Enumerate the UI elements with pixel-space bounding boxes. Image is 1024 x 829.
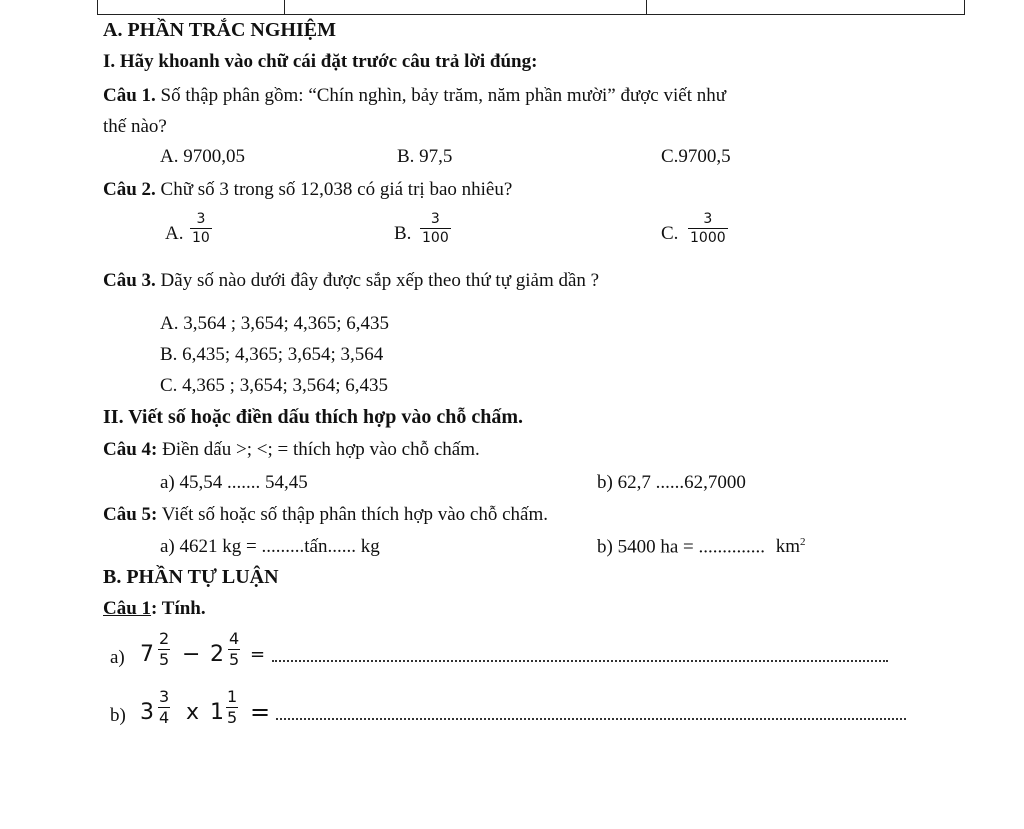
expr-a-whole-2: 2	[210, 642, 224, 667]
expr-b-whole-1: 3	[140, 700, 154, 725]
question-2	[103, 180, 512, 199]
denominator: 4	[159, 708, 170, 727]
question-5	[103, 505, 548, 524]
denominator: 5	[229, 650, 240, 669]
section-a-heading: A. PHẦN TRẮC NGHIỆM	[103, 19, 336, 41]
unit-km: km	[775, 536, 801, 558]
fraction-3-10	[190, 212, 212, 245]
denominator: 5	[159, 650, 170, 669]
question-text: Số thập phân gồm: “Chín nghìn, bảy trăm, năm phần mười” được viết như	[160, 85, 727, 106]
option-c: C.9700,5	[661, 146, 731, 167]
expr-a-operator: −	[182, 642, 201, 667]
option-b: B. 97,5	[397, 146, 453, 167]
question-label: Câu 2.	[103, 179, 156, 200]
denominator: 10	[192, 230, 210, 246]
exercise-title: : Tính.	[151, 598, 206, 619]
expr-a-fraction-1	[158, 631, 170, 668]
numerator: 4	[229, 629, 240, 648]
question-text: Chữ số 3 trong số 12,038 có giá trị bao nhiêu?	[160, 179, 513, 200]
question-text: Viết số hoặc số thập phân thích hợp vào chỗ chấm.	[161, 504, 548, 525]
option-a: A. 9700,05	[160, 146, 245, 167]
item-b-text: b) 5400 ha = ..............	[597, 536, 765, 558]
numerator: 2	[159, 629, 170, 648]
exercise-1-heading	[103, 599, 206, 618]
option-b-letter: B.	[394, 223, 412, 244]
numerator: 1	[227, 687, 238, 706]
option-c-letter: C.	[661, 223, 679, 244]
question-label: Câu 5:	[103, 504, 158, 525]
exercise-label: Câu 1	[103, 598, 152, 619]
numerator: 3	[430, 211, 440, 227]
expr-a-fraction-2	[228, 631, 240, 668]
option-c: C. 4,365 ; 3,654; 3,564; 6,435	[160, 375, 389, 396]
item-b: b) 62,7 ......62,7000	[597, 472, 746, 493]
denominator: 5	[227, 708, 238, 727]
table-divider	[284, 0, 285, 14]
header-table-bottom	[97, 0, 965, 15]
expr-b-operator: x	[186, 700, 200, 725]
expr-a-letter: a)	[110, 647, 125, 668]
question-3	[103, 271, 599, 290]
numerator: 3	[196, 211, 206, 227]
fraction-3-100	[420, 212, 451, 245]
numerator: 3	[703, 211, 713, 227]
denominator: 1000	[690, 230, 726, 246]
question-1	[103, 86, 726, 105]
expr-b-fraction-1	[158, 689, 170, 726]
item-b	[597, 537, 806, 556]
numerator: 3	[159, 687, 170, 706]
question-1-continued: thế nào?	[103, 116, 167, 137]
expr-b-fraction-2	[226, 689, 238, 726]
unit-exponent: 2	[800, 536, 806, 548]
part-1-heading: I. Hãy khoanh vào chữ cái đặt trước câu trả lời đúng:	[103, 51, 538, 72]
expr-a-equals: =	[250, 644, 266, 665]
item-a: a) 45,54 ....... 54,45	[160, 472, 308, 493]
item-a: a) 4621 kg = .........tấn...... kg	[160, 536, 380, 557]
expr-b-equals: =	[250, 698, 271, 726]
option-a: A. 3,564 ; 3,654; 4,365; 6,435	[160, 313, 390, 334]
option-b: B. 6,435; 4,365; 3,654; 3,564	[160, 344, 384, 365]
answer-line	[272, 660, 888, 662]
question-4	[103, 440, 480, 459]
expr-a-whole-1: 7	[140, 642, 154, 667]
question-label: Câu 4:	[103, 439, 158, 460]
question-label: Câu 3.	[103, 270, 156, 291]
option-a-letter: A.	[165, 223, 184, 244]
fraction-3-1000	[688, 212, 728, 245]
answer-line	[276, 718, 906, 720]
expr-b-letter: b)	[110, 705, 126, 726]
question-text: Dãy số nào dưới đây được sắp xếp theo thứ tự giảm dần ?	[160, 270, 600, 291]
table-divider	[646, 0, 647, 14]
denominator: 100	[422, 230, 449, 246]
part-2-heading: II. Viết số hoặc điền dấu thích hợp vào chỗ chấm.	[103, 406, 524, 428]
expr-b-whole-2: 1	[210, 700, 224, 725]
question-text: Điền dấu >; <; = thích hợp vào chỗ chấm.	[162, 439, 480, 460]
section-b-heading: B. PHẦN TỰ LUẬN	[103, 566, 279, 588]
question-label: Câu 1.	[103, 85, 156, 106]
